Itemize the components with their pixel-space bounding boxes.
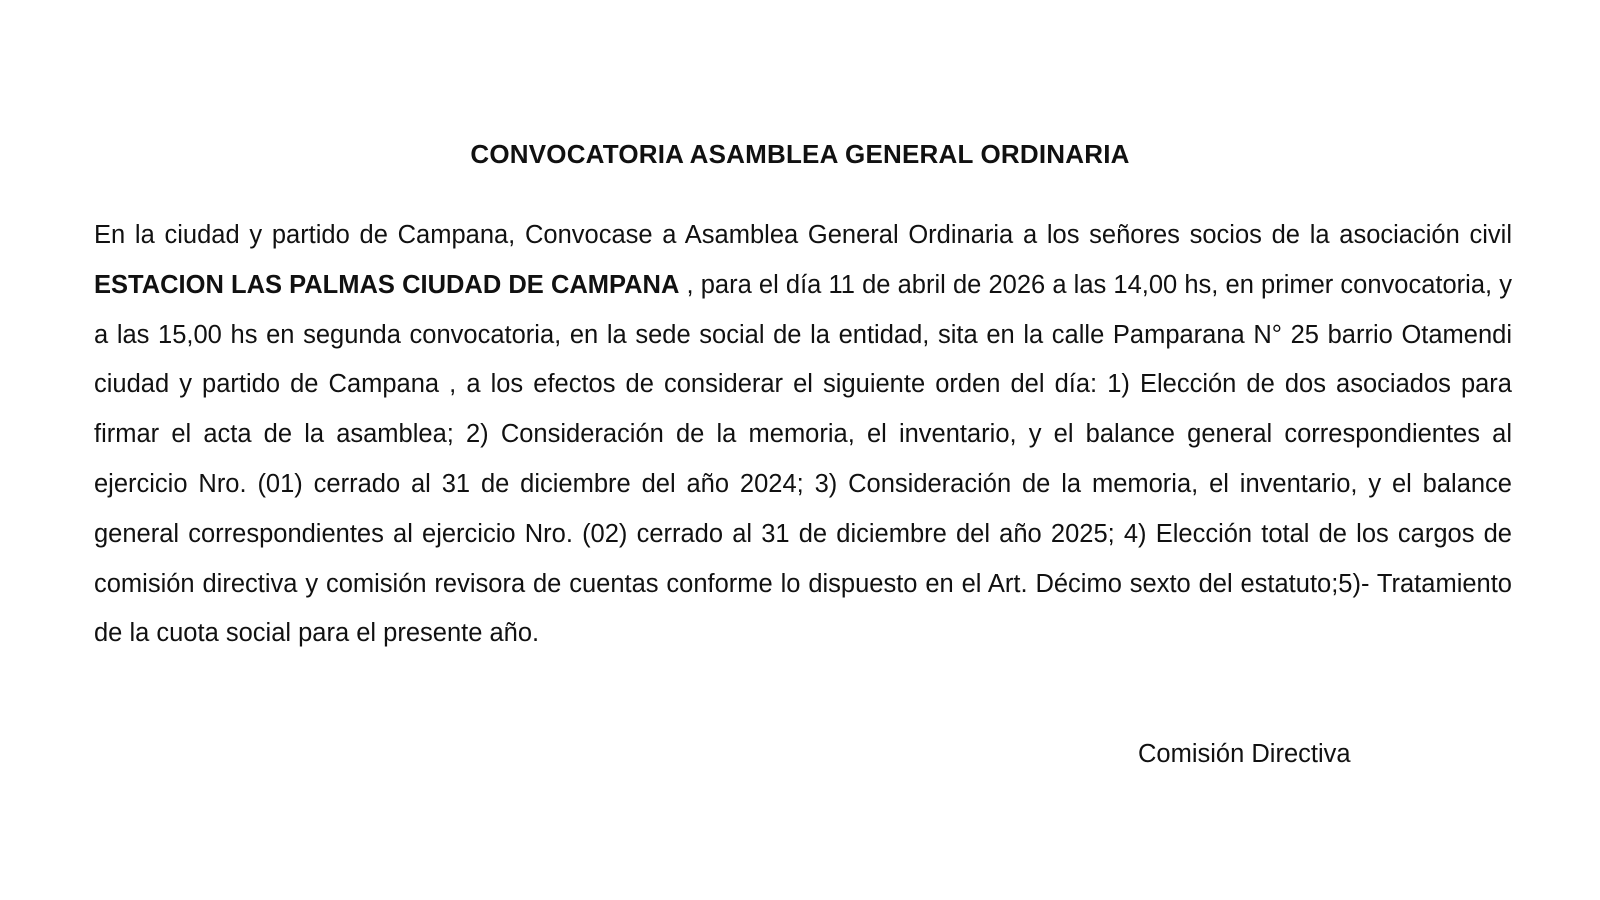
body-intro-text: En la ciudad y partido de Campana, Convocase a Asamblea General Ordinaria a los señores socios de la asociación civil (94, 221, 1512, 249)
association-name: ESTACION LAS PALMAS CIUDAD DE CAMPANA (94, 270, 680, 299)
document-title: CONVOCATORIA ASAMBLEA GENERAL ORDINARIA (470, 139, 1130, 169)
body-rest-text: , para el día 11 de abril de 2026 a las 14,00 hs, en primer convocatoria, y a las 15,00 hs en segunda convocatoria, en la sede social de la entidad, sita en la calle Pamparana N° 25 barrio Otamendi ciudad y partido de Campana , a los efectos de considerar el siguiente orden del día: 1) Elección de dos asociados para firmar el acta de la asamblea; 2) Consideración de la memoria, el inventario, y el balance general correspondientes al ejercicio Nro. (01) cerrado al 31 de diciembre del año 2024; 3) Consideración de la memoria, el inventario, y el balance general correspondientes al ejercicio Nro. (02) cerrado al 31 de diciembre del año 2025; 4) Elección total de los cargos de comisión directiva y comisión revisora de cuentas conforme lo dispuesto en el Art. Décimo sexto del estatuto;5)- Tratamiento de la cuota social para el presente año. (94, 270, 1512, 648)
convocation-body (94, 211, 1512, 659)
signature: Comisión Directiva (1138, 740, 1351, 768)
